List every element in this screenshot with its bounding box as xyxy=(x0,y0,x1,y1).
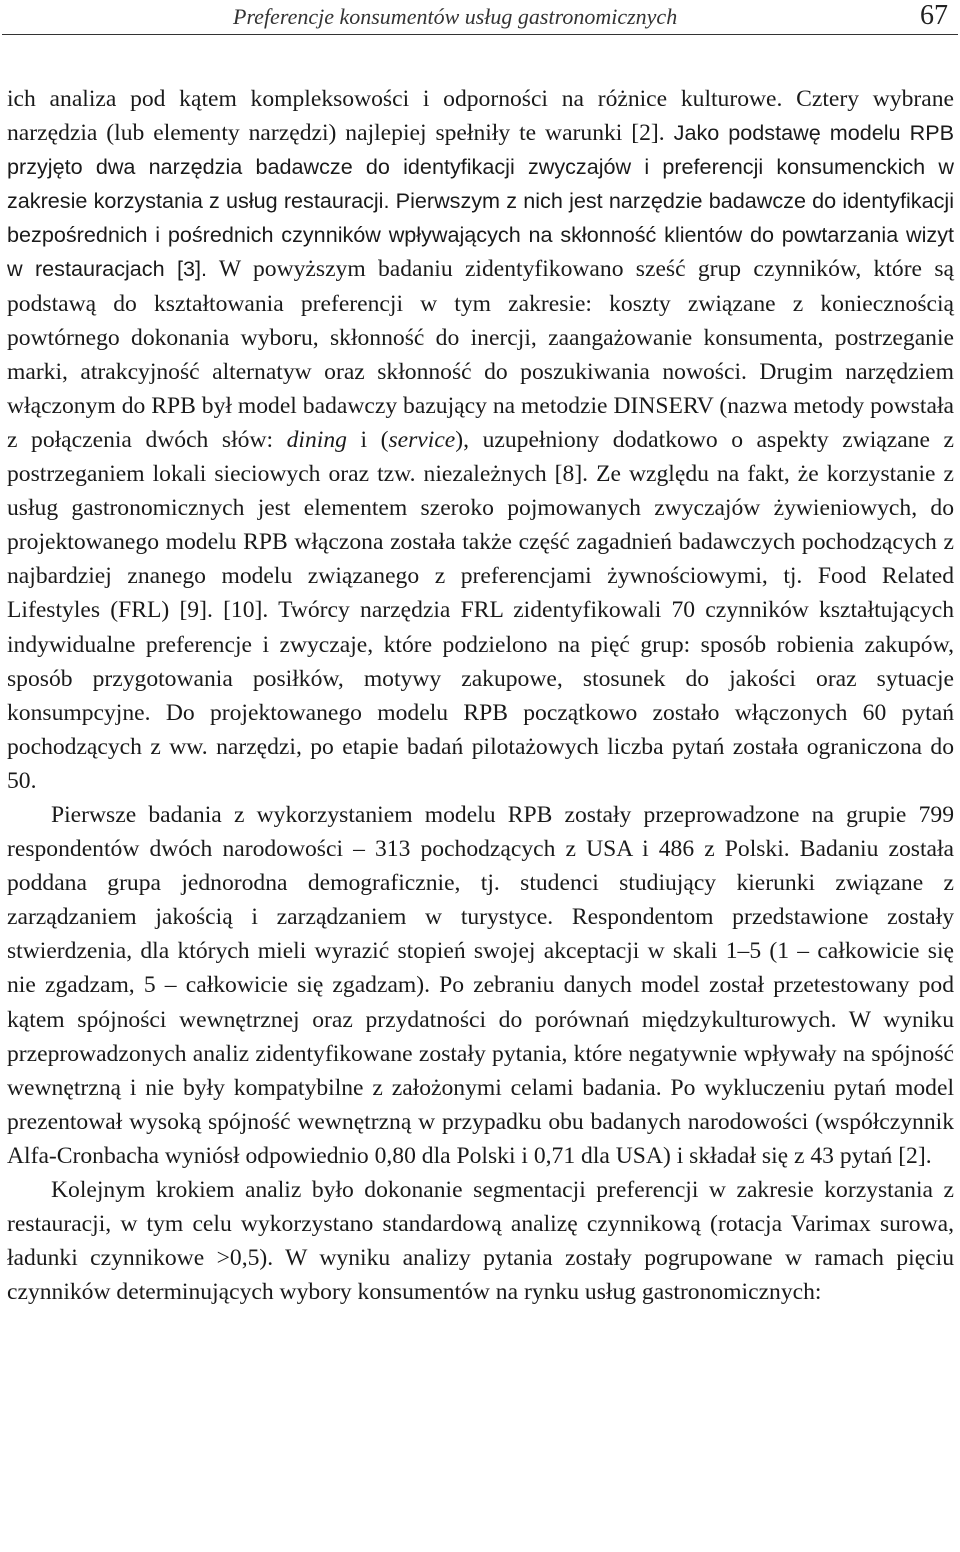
sentence-dinserv-cont: ), uzupełniony dodatkowo o aspekty związane z postrzeganiem lokali sieciowych oraz tzw. niezależnych [8]. xyxy=(7,426,954,488)
conjunction-and: i xyxy=(360,426,368,453)
sentence-dinserv: Drugim narzędziem włączonym do RPB był model badawczy bazujący na metodzie DINSERV (nazwa metody powstała z połączenia dwóch słów: xyxy=(7,358,954,453)
page-number: 67 xyxy=(920,0,948,31)
sentence-frl-factors: Twórcy narzędzia FRL zidentyfikowali 70 czynników kształtujących indywidualne preferencje i zwyczaje, które podzielono na pięć grup: sposób robienia zakupów, sposób przygotowania posiłków, motywy zakupowe, stosunek do jakości oraz sytuacje konsumpcyjne. xyxy=(7,597,954,726)
paragraph-2: Pierwsze badania z wykorzystaniem modelu RPB zostały przeprowadzone na grupie 799 respondentów dwóch narodowości – 313 pochodzących z USA i 486 z Polski. Badaniu została poddana grupa jednorodna demograficznie, tj. studenci studiujący kierunki związane z zarządzaniem jakością i zarządzaniem w turystyce. Respondentom przedstawione zostały stwierdzenia, dla których mieli wyrazić stopień swojej akceptacji w skali 1–5 (1 – całkowicie się nie zgadzam, 5 – całkowicie się zgadzam). Po zebraniu danych model został przetestowany pod kątem spójności wewnętrznej oraz przydatności do porównań międzykulturowych. W wyniku przeprowadzonych analiz zidentyfikowane zostały pytania, które negatywnie wpływały na spójność wewnętrzną i nie były kompatybilne z założonymi celami badania. Po wykluczeniu pytań model prezentował wysoką spójność wewnętrzną w przypadku obu badanych narodowości (współczynnik Alfa-Cronbacha wyniósł odpowiednio 0,80 dla Polski i 0,71 dla USA) i składał się z 43 pytań [2]. xyxy=(7,801,954,1169)
running-header xyxy=(0,0,960,36)
running-title: Preferencje konsumentów usług gastronomicznych xyxy=(233,4,678,29)
sentence-six-groups: W powyższym badaniu zidentyfikowano sześć grup czynników, które są podstawą do kształtowania preferencji w tym zakresie: koszty związane z koniecznością powtórnego dokonania wyboru, skłonność do inercji, zaangażowanie konsumenta, postrzeganie marki, atrakcyjność alternatyw oraz skłonność do poszukiwania nowości. xyxy=(7,256,954,385)
sentence-analysis: ich analiza pod kątem kompleksowości i odporności na różnice kulturowe. Cztery wybrane narzędzia (lub elementy narzędzi) najlepiej spełniły te warunki [2]. xyxy=(7,86,954,147)
sentence-frl: Ze względu na fakt, że korzystanie z usług gastronomicznych jest elementem szeroko pojmowanych zwyczajów żywieniowych, do projektowanego modelu RPB włączona została także część zagadnień badawczych pochodzących z najbardziej znanego modelu związanego z preferencjami żywnościowymi, tj. Food Related Lifestyles (FRL) [9]. [10]. xyxy=(7,461,954,624)
body-text xyxy=(7,82,954,1309)
sentence-questions: Do projektowanego modelu RPB początkowo zostało włączonych 60 pytań pochodzących z ww. narzędzi, po etapie badań pilotażowych liczba pytań została ograniczona do 50. xyxy=(7,699,954,794)
paragraph-1: ich analiza pod kątem kompleksowości i odporności na różnice kulturowe. Cztery wybrane narzędzia (lub elementy narzędzi) najlepiej spełniły te warunki [2]. Jako podstawę modelu RPB przyjęto dwa narzędzia badawcze do identyfikacji zwyczajów i preferencji konsumenckich w zakresie korzystania z usług restauracji. Pierwszym z nich jest narzędzie badawcze do identyfikacji bezpośrednich i pośrednich czynników wpływających na skłonność klientów do powtarzania wizyt w restauracjach [3]. W powyższym badaniu zidentyfikowano sześć grup czynników, które są podstawą do kształtowania preferencji w tym zakresie: koszty związane z koniecznością powtórnego dokonania wyboru, skłonność do inercji, zaangażowanie konsumenta, postrzeganie marki, atrakcyjność alternatyw oraz skłonność do poszukiwania nowości. Drugim narzędziem włączonym do RPB był model badawczy bazujący na metodzie DINSERV (nazwa metody powstała z połączenia dwóch słów: dining i (service), uzupełniony dodatkowo o aspekty związane z postrzeganiem lokali sieciowych oraz tzw. niezależnych [8]. Ze względu na fakt, że korzystanie z usług gastronomicznych jest elementem szeroko pojmowanych zwyczajów żywieniowych, do projektowanego modelu RPB włączona została także część zagadnień badawczych pochodzących z najbardziej znanego modelu związanego z preferencjami żywnościowymi, tj. Food Related Lifestyles (FRL) [9]. [10]. Twórcy narzędzia FRL zidentyfikowali 70 czynników kształtujących indywidualne preferencje i zwyczaje, które podzielono na pięć grup: sposób robienia zakupów, sposób przygotowania posiłków, motywy zakupowe, stosunek do jakości oraz sytuacje konsumpcyjne. Do projektowanego modelu RPB początkowo zostało włączonych 60 pytań pochodzących z ww. narzędzi, po etapie badań pilotażowych liczba pytań została ograniczona do 50. xyxy=(7,86,954,794)
header-rule xyxy=(2,34,958,35)
sentence-rpb-basis: Jako podstawę modelu RPB przyjęto dwa narzędzia badawcze do identyfikacji zwyczajów i preferencji konsumenckich w zakresie korzystania z usług restauracji. Pierwszym z nich jest narzędzie badawcze do identyfikacji bezpośrednich i pośrednich czynników wpływających na skłonność klientów do powtarzania wizyt w restauracjach [3]. xyxy=(7,120,954,282)
term-dining: dining xyxy=(286,426,347,453)
term-service: service xyxy=(388,426,456,453)
paragraph-3: Kolejnym krokiem analiz było dokonanie segmentacji preferencji w zakresie korzystania z restauracji, w tym celu wykorzystano standardową analizę czynnikową (rotacja Varimax surowa, ładunki czynnikowe >0,5). W wyniku analizy pytania zostały pogrupowane w ramach pięciu czynników determinujących wybory konsumentów na rynku usług gastronomicznych: xyxy=(7,1177,954,1306)
